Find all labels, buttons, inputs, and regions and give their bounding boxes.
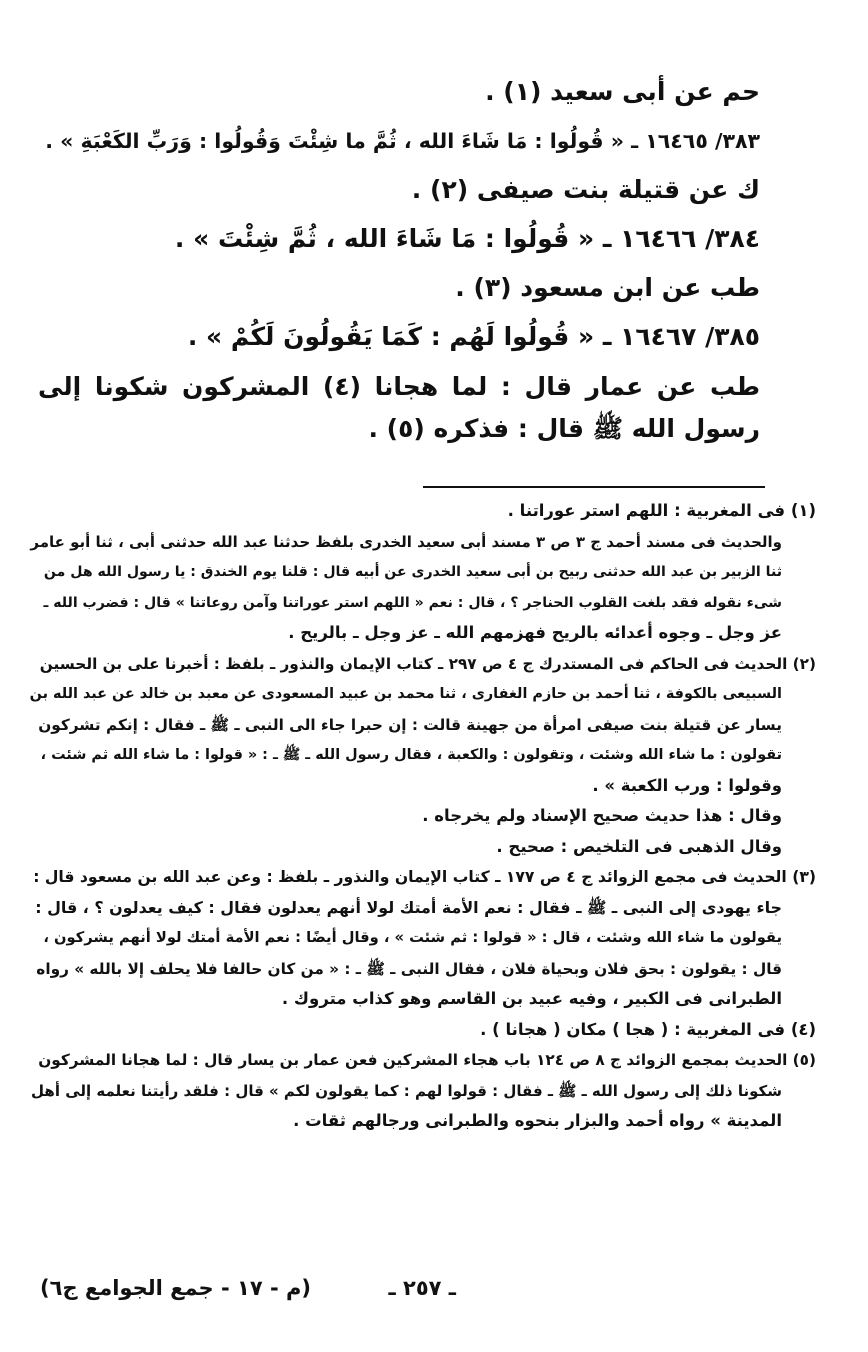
footnote-line: وقال : هذا حديث صحيح الإسناد ولم يخرجاه . xyxy=(422,806,782,825)
hadith-line: ٣٨٣/ ١٦٤٦٥ ـ « قُولُوا : مَا شَاءَ الله ، ثُمَّ ما شِئْتَ وَقُولُوا : وَرَبِّ الكَعْبَةِ » . xyxy=(45,129,760,153)
footnote-line: (١) فى المغربية : اللهم استر عوراتنا . xyxy=(507,501,816,520)
hadith-line: ٣٨٤/ ١٦٤٦٦ ـ « قُولُوا : مَا شَاءَ الله ، ثُمَّ شِئْتَ » . xyxy=(174,224,760,253)
footnote-line: (٥) الحديث بمجمع الزوائد ج ٨ ص ١٢٤ باب هجاء المشركين فعن عمار بن يسار قال : لما هجانا المشركون xyxy=(38,1051,816,1069)
footnote-line: وقولوا : ورب الكعبة » . xyxy=(592,775,782,795)
footnote-5 xyxy=(30,1045,816,1137)
source-line: ك عن قتيلة بنت صيفى (٢) . xyxy=(411,175,760,204)
footnote-line: المدينة » رواه أحمد والبزار بنحوه والطبرانى ورجالهم ثقات . xyxy=(293,1111,782,1130)
source-line: حم عن أبى سعيد (١) . xyxy=(485,77,760,106)
footnote-line: يسار عن قتيلة بنت صيفى امرأة من جهينة قالت : إن حبرا جاء الى النبى ـ ﷺ ـ فقال : إنكم تشركون xyxy=(38,715,782,734)
footnote-3 xyxy=(30,862,816,1015)
source-line: طب عن ابن مسعود (٣) . xyxy=(455,273,760,302)
page-number: ـ ٢٥٧ ـ xyxy=(388,1276,456,1300)
footnote-line: قال : يقولون : بحق فلان وبحياة فلان ، فقال النبى ـ ﷺ ـ : « من كان حالفا فلا يحلف إلا بالله » رواه xyxy=(36,959,782,978)
footnote-2 xyxy=(30,649,816,863)
page-footer xyxy=(40,1276,808,1316)
footnote-1 xyxy=(30,496,816,649)
footnote-line: (٤) فى المغربية : ( هجا ) مكان ( هجانا ) . xyxy=(480,1019,816,1039)
narration-paragraph: طب عن عمار قال : لما هجانا (٤) المشركون شكونا إلى رسول الله ﷺ قال : فذكره (٥) . xyxy=(38,372,760,443)
footnote-line: (٢) الحديث فى الحاكم فى المستدرك ج ٤ ص ٢٩٧ ـ كتاب الإيمان والنذور ـ بلفظ : أخبرنا على بن الحسين xyxy=(39,654,816,673)
footnote-line: تقولون : ما شاء الله وشئت ، وتقولون : والكعبة ، فقال رسول الله ـ ﷺ ـ : « قولوا : ما شاء الله ثم شئت ، xyxy=(40,747,782,763)
footnote-line: جاء يهودى إلى النبى ـ ﷺ ـ فقال : نعم الأمة أمتك لولا أنهم يعدلون فقال : كيف يعدلون ؟ ، قال : xyxy=(35,897,782,917)
running-title: (م - ١٧ - جمع الجوامع ج٦) xyxy=(40,1276,311,1300)
footnotes xyxy=(30,496,816,1137)
footnote-line: عز وجل ـ وجوه أعدائه بالريح فهزمهم الله ـ عز وجل ـ بالريح . xyxy=(288,623,782,642)
footnote-line: يقولون ما شاء الله وشئت ، قال : « قولوا : ثم شئت » ، وقال أيضًا : نعم الأمة أمتك لولا أنهم يشركون ، xyxy=(43,929,782,946)
footnote-line: ثنا الزبير بن عبد الله حدثنى ربيح بن أبى سعيد الخدرى عن أبيه قال : قلنا يوم الخندق : يا رسول الله هل من xyxy=(43,564,782,580)
footnote-line: شىء نقوله فقد بلغت القلوب الحناجر ؟ ، قال : نعم « اللهم استر عوراتنا وآمن روعاتنا » قال : فضرب الله ـ xyxy=(43,594,782,611)
footnote-line: السبيعى بالكوفة ، ثنا أحمد بن حازم الغفارى ، ثنا محمد بن عبيد المسعودى عن معبد بن خالد عن عبد الله بن xyxy=(29,686,782,702)
footnote-line: شكونا ذلك إلى رسول الله ـ ﷺ ـ فقال : قولوا لهم : كما يقولون لكم » قال : فلقد رأيتنا نعلمه إلى أهل xyxy=(31,1081,782,1100)
footnote-separator xyxy=(423,486,765,488)
footnote-line: الطبرانى فى الكبير ، وفيه عبيد بن القاسم وهو كذاب متروك . xyxy=(281,989,782,1008)
footnote-line: وقال الذهبى فى التلخيص : صحيح . xyxy=(496,836,782,856)
footnote-4 xyxy=(30,1015,816,1046)
main-text xyxy=(38,72,760,459)
footnote-line: والحديث فى مسند أحمد ج ٣ ص ٣ مسند أبى سعيد الخدرى بلفظ حدثنا عبد الله حدثنى أبى ، ثنا أبو عامر xyxy=(30,532,782,551)
footnote-line: (٣) الحديث فى مجمع الزوائد ج ٤ ص ١٧٧ ـ كتاب الإيمان والنذور ـ بلفظ : وعن عبد الله بن مسعود قال : xyxy=(33,868,816,886)
hadith-line: ٣٨٥/ ١٦٤٦٧ ـ « قُولُوا لَهُم : كَمَا يَقُولُونَ لَكُمْ » . xyxy=(187,322,760,351)
